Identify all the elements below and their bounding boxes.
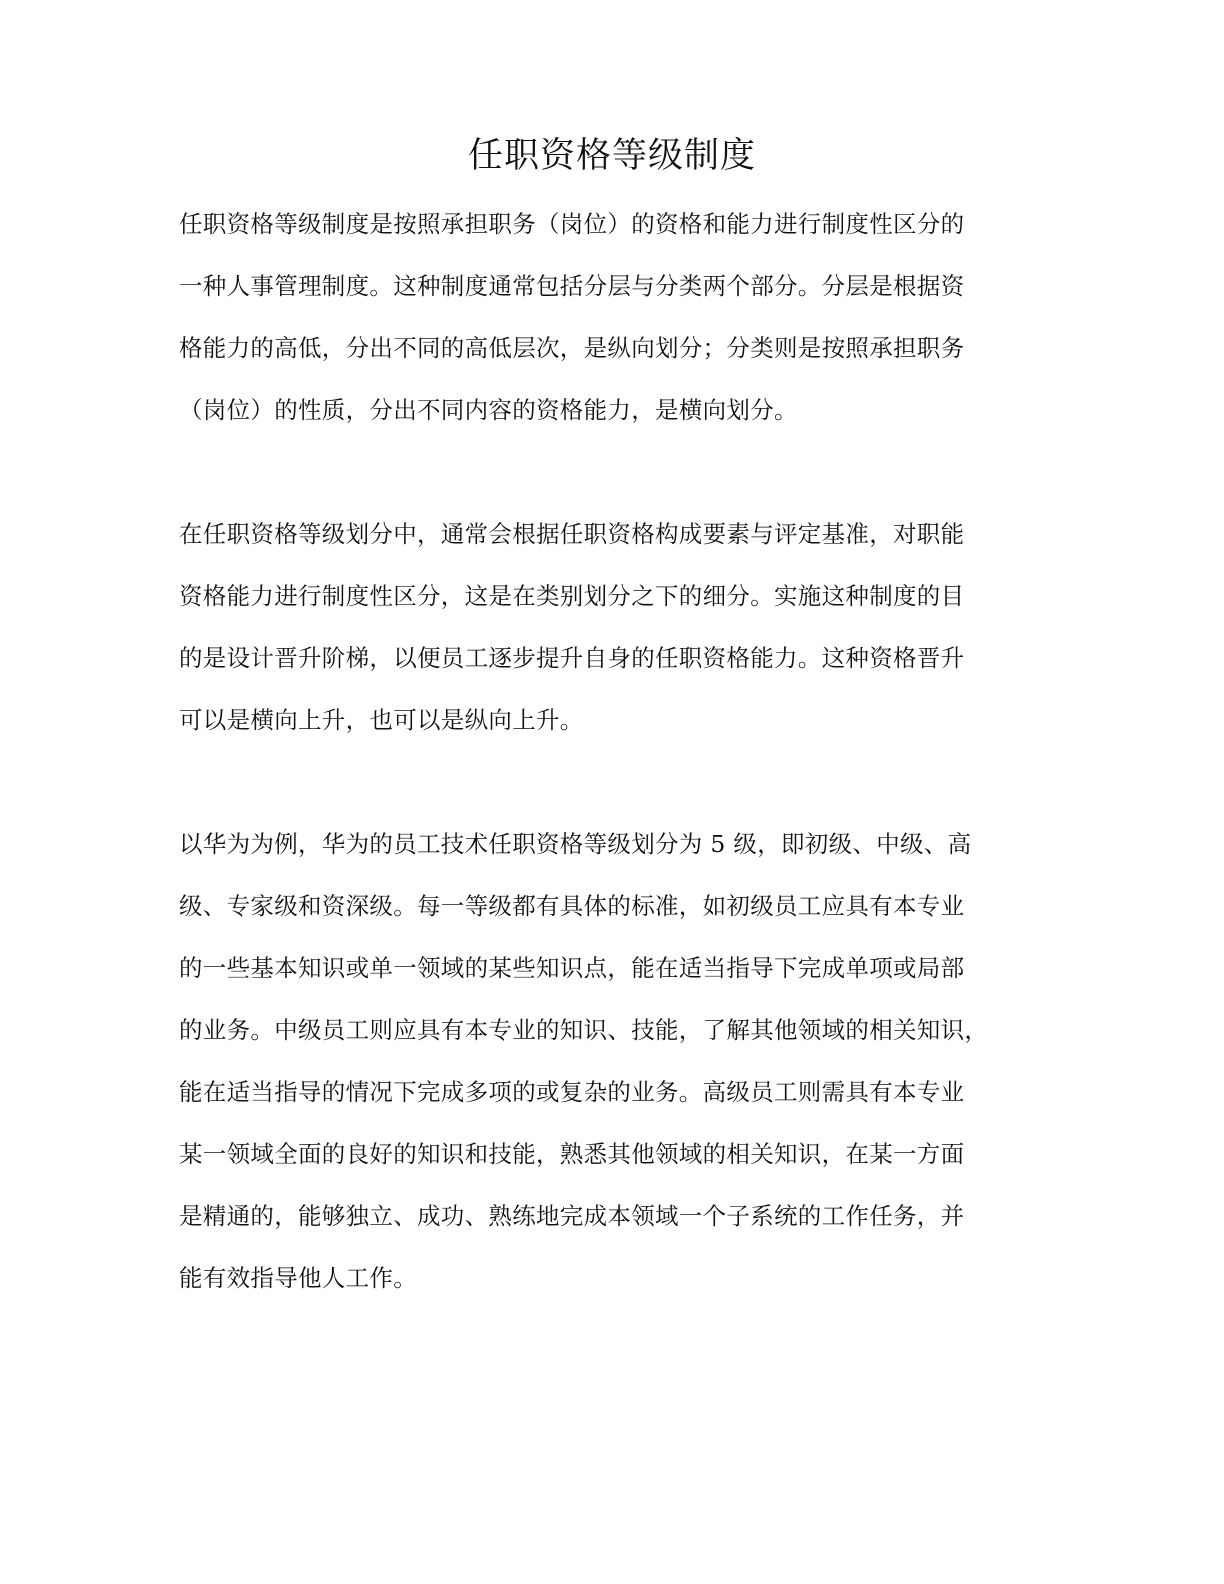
paragraph-line: 在任职资格等级划分中，通常会根据任职资格构成要素与评定基准，对职能 xyxy=(179,520,965,548)
paragraph-2 xyxy=(179,503,1059,751)
document-title: 任职资格等级制度 xyxy=(467,136,756,176)
paragraph-line: 级、专家级和资深级。每一等级都有具体的标准，如初级员工应具有本专业 xyxy=(179,892,965,920)
paragraph-line: 一种人事管理制度。这种制度通常包括分层与分类两个部分。分层是根据资 xyxy=(179,272,965,300)
paragraph-1 xyxy=(179,193,1059,441)
paragraph-line: 任职资格等级制度是按照承担职务（岗位）的资格和能力进行制度性区分的 xyxy=(179,210,965,238)
paragraph-line: 以华为为例，华为的员工技术任职资格等级划分为 5 级，即初级、中级、高 xyxy=(179,830,972,858)
paragraph-line: （岗位）的性质，分出不同内容的资格能力，是横向划分。 xyxy=(179,396,798,424)
paragraph-line: 能有效指导他人工作。 xyxy=(179,1264,417,1292)
paragraph-line: 某一领域全面的良好的知识和技能，熟悉其他领域的相关知识，在某一方面 xyxy=(179,1140,965,1168)
paragraph-line: 格能力的高低，分出不同的高低层次，是纵向划分；分类则是按照承担职务 xyxy=(179,334,965,362)
paragraph-line: 的是设计晋升阶梯，以便员工逐步提升自身的任职资格能力。这种资格晋升 xyxy=(179,644,965,672)
paragraph-line: 是精通的，能够独立、成功、熟练地完成本领域一个子系统的工作任务，并 xyxy=(179,1202,965,1230)
paragraph-line: 的业务。中级员工则应具有本专业的知识、技能，了解其他领域的相关知识， xyxy=(179,1016,989,1044)
paragraph-line: 的一些基本知识或单一领域的某些知识点，能在适当指导下完成单项或局部 xyxy=(179,954,965,982)
paragraph-line: 可以是横向上升，也可以是纵向上升。 xyxy=(179,706,584,734)
paragraph-line: 能在适当指导的情况下完成多项的或复杂的业务。高级员工则需具有本专业 xyxy=(179,1078,965,1106)
paragraph-line: 资格能力进行制度性区分，这是在类别划分之下的细分。实施这种制度的目 xyxy=(179,582,965,610)
paragraph-3 xyxy=(179,813,1059,1309)
